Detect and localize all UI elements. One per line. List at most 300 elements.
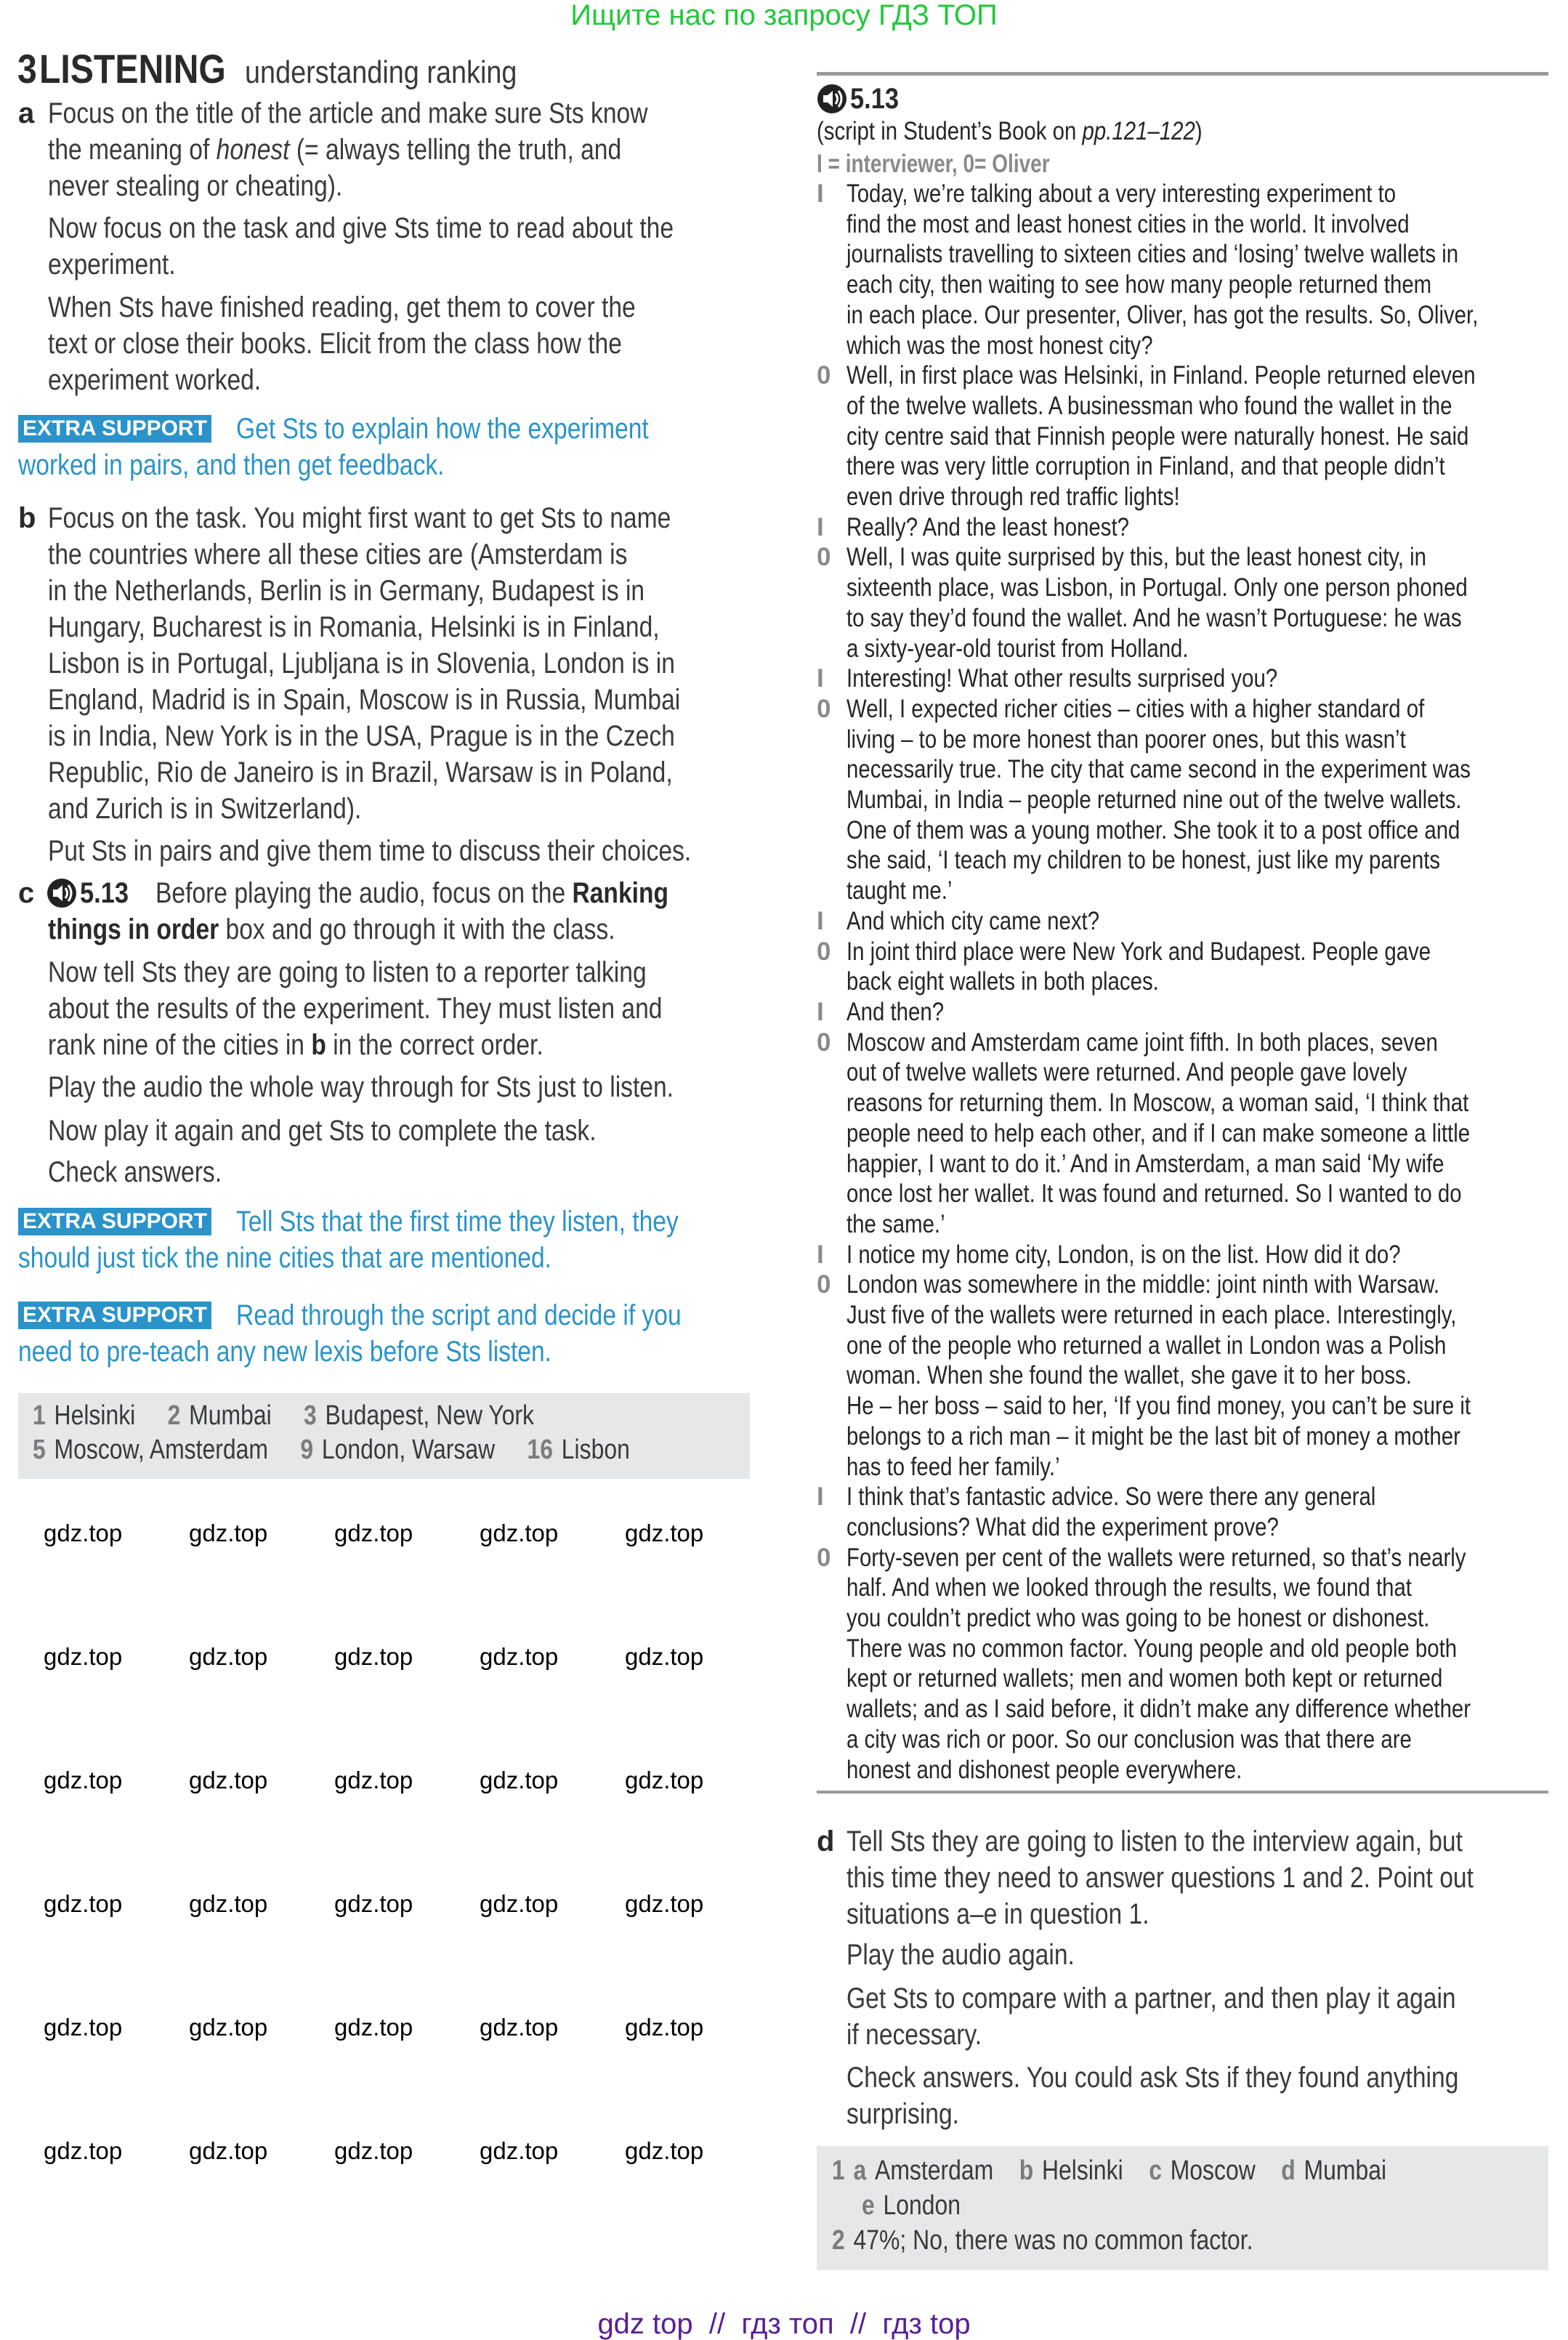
text-line-content: Lisbon is in Portugal, Ljubljana is in Slovenia, London is in [48, 647, 675, 679]
watermark: gdz.top [44, 1767, 123, 1794]
script-turn [817, 906, 1548, 937]
script-turn [817, 1028, 1548, 1240]
text-line-content: never stealing or cheating). [48, 170, 343, 202]
text-line [48, 1027, 750, 1063]
watermark: gdz.top [44, 1890, 123, 1917]
text-line-content: England, Madrid is in Spain, Moscow is in Russia, Mumbai [48, 684, 681, 716]
text-line-content: wallets; and as I said before, it didn’t make any difference whether [846, 1695, 1471, 1724]
watermark: gdz.top [480, 1890, 559, 1917]
text-segment: (script in Student’s Book on [817, 117, 1083, 145]
text-line-content: a city was rich or poor. So our conclusion was that there are [846, 1724, 1412, 1754]
text-line [846, 1179, 1548, 1209]
text-line-content: Hungary, Bucharest is in Romania, Helsinki is in Finland, [48, 611, 660, 643]
speaker-marker: I [817, 1482, 824, 1512]
text-line [846, 1057, 1548, 1088]
text-segment: (= always telling the truth, and [289, 134, 622, 166]
text-line [846, 2017, 1548, 2053]
text-line-content: One of them was a young mother. She took it to a post office and [846, 815, 1460, 844]
text-line [832, 2188, 1534, 2223]
text-line [48, 168, 750, 204]
text-line [846, 270, 1548, 300]
text-line [48, 1069, 750, 1105]
text-line [846, 331, 1548, 361]
text-line-content: woman. When she found the wallet, she gave it to her boss. [846, 1361, 1412, 1390]
watermark: gdz.top [334, 2137, 413, 2164]
text-line [33, 1433, 735, 1467]
text-line [846, 937, 1548, 967]
text-line [846, 1149, 1548, 1179]
text-line [846, 512, 1548, 543]
text-line-content: Forty-seven per cent of the wallets were returned, so that’s nearly [846, 1543, 1466, 1572]
text-line-content: worked in pairs, and then get feedback. [18, 449, 445, 481]
text-line [48, 682, 750, 718]
text-line [832, 2223, 1534, 2258]
text-line [48, 833, 750, 869]
text-segment: in the correct order. [326, 1029, 543, 1061]
item-marker: 2 [167, 1400, 181, 1431]
text-line-content: When Sts have finished reading, get them to cover the [48, 291, 636, 323]
text-segment: Budapest, New York [325, 1400, 535, 1431]
text-line [846, 239, 1548, 270]
text-line-content [33, 1399, 534, 1433]
text-line-content: which was the most honest city? [846, 331, 1153, 360]
text-segment: things in order [48, 913, 219, 945]
text-line [846, 1512, 1548, 1543]
text-line-content: Well, I was quite surprised by this, but the least honest city, in [846, 543, 1426, 572]
audio-script [817, 179, 1548, 1785]
text-line [846, 725, 1548, 755]
watermark: gdz.top [189, 1643, 268, 1670]
text-line [846, 1573, 1548, 1603]
text-line-content: Moscow and Amsterdam came joint fifth. In both places, seven [846, 1028, 1438, 1057]
text-line-content: even drive through red traffic lights! [846, 483, 1180, 512]
text-line [846, 1421, 1548, 1452]
step-d-paragraph-4 [846, 2059, 1548, 2132]
script-turn [817, 542, 1548, 663]
text-line [48, 289, 750, 326]
text-line [846, 421, 1548, 452]
step-b-label: b [18, 502, 36, 534]
text-line-content: Well, I expected richer cities – cities with a higher standard of [846, 694, 1425, 723]
text-line-content [48, 1027, 543, 1063]
item-marker: d [1281, 2155, 1296, 2186]
speaker-marker: I [817, 1240, 824, 1269]
speaker-marker: 0 [817, 1028, 831, 1057]
text-line-content: out of twelve wallets were returned. And people gave lovely [846, 1058, 1407, 1087]
text-line [48, 791, 750, 827]
text-line-content: experiment. [48, 249, 176, 281]
text-line-content: Read through the script and decide if you [236, 1299, 682, 1331]
text-line [846, 967, 1548, 997]
extra-support-1-text [18, 411, 750, 483]
text-line [846, 360, 1548, 391]
watermark: gdz.top [44, 1520, 123, 1546]
text-line [33, 1399, 735, 1433]
speaker-key-text: I = interviewer, 0= Oliver [817, 150, 1050, 178]
text-line [846, 906, 1548, 937]
text-line [846, 1663, 1548, 1694]
script-turn-lines [846, 1240, 1548, 1270]
step-b-paragraph-2 [48, 833, 750, 869]
script-reference [817, 116, 1548, 147]
text-line [48, 1113, 750, 1149]
script-turn-lines [846, 663, 1548, 694]
step-d-paragraph-1 [846, 1823, 1548, 1932]
step-c-paragraph-4 [48, 1113, 750, 1149]
text-line-content: has to feed her family.’ [846, 1452, 1060, 1481]
text-line-content: each city, then waiting to see how many people returned them [846, 270, 1432, 299]
text-line-content [48, 911, 615, 948]
script-turn-lines [846, 512, 1548, 543]
text-line-content: Now focus on the task and give Sts time to read about the [48, 212, 674, 244]
text-line [846, 1896, 1548, 1932]
script-turn [817, 1270, 1548, 1482]
speaker-marker: I [817, 664, 824, 693]
text-line-content: And then? [846, 997, 945, 1026]
text-line [18, 1297, 750, 1334]
speaker-marker: 0 [817, 543, 831, 572]
text-line [18, 1203, 750, 1240]
text-line [846, 1360, 1548, 1391]
text-line [48, 573, 750, 609]
text-line-content: the same.’ [846, 1209, 945, 1238]
text-line-content: belongs to a rich man – it might be the last bit of money a mother [846, 1421, 1460, 1451]
script-top-divider [817, 72, 1548, 76]
watermark: gdz.top [480, 1767, 559, 1794]
text-line [846, 1209, 1548, 1240]
text-line [48, 754, 750, 791]
text-line [846, 1482, 1548, 1512]
script-audio-header[interactable] [817, 84, 907, 114]
text-line-content: you couldn’t predict who was going to be honest or dishonest. [846, 1604, 1430, 1633]
text-line-content: I notice my home city, London, is on the list. How did it do? [846, 1240, 1401, 1269]
watermark: gdz.top [189, 1890, 268, 1917]
text-line-content: necessarily true. The city that came second in the experiment was [846, 755, 1471, 784]
step-c-paragraph-2 [48, 954, 750, 1063]
audio-speaker-icon[interactable] [817, 84, 847, 114]
item-marker: 5 [33, 1435, 46, 1465]
step-d-paragraph-2 [846, 1937, 1548, 1973]
text-line [846, 1980, 1548, 2017]
text-line [846, 1300, 1548, 1331]
text-line [846, 634, 1548, 664]
text-line-content: Just five of the wallets were returned in each place. Interestingly, [846, 1301, 1457, 1330]
text-line-content: this time they need to answer questions 1 and 2. Point out [846, 1862, 1474, 1894]
text-segment: ) [1195, 117, 1203, 145]
watermark: gdz.top [44, 2137, 123, 2164]
text-line [846, 482, 1548, 512]
text-line [48, 718, 750, 754]
text-line [846, 876, 1548, 906]
text-line [48, 609, 750, 645]
text-line [48, 132, 750, 168]
watermark: gdz.top [625, 1767, 704, 1794]
item-marker: c [1149, 2155, 1162, 2186]
text-line-content: Play the audio the whole way through for Sts just to listen. [48, 1071, 674, 1103]
watermark: gdz.top [625, 1643, 704, 1670]
text-segment: Helsinki [54, 1400, 168, 1431]
text-line-content: Check answers. You could ask Sts if they found anything [846, 2062, 1459, 2094]
watermark: gdz.top [189, 2014, 268, 2041]
text-line-content: Tell Sts they are going to listen to the interview again, but [846, 1825, 1463, 1857]
text-line-content: Republic, Rio de Janeiro is in Brazil, Warsaw is in Poland, [48, 757, 673, 788]
extra-support-badge: EXTRA SUPPORT [18, 415, 211, 443]
text-line-content: of the twelve wallets. A businessman who found the wallet in the [846, 391, 1452, 420]
section-number: 3 [17, 46, 37, 92]
text-line [18, 1240, 750, 1276]
script-turn [817, 997, 1548, 1028]
text-line [846, 694, 1548, 725]
script-turn [817, 694, 1548, 906]
watermark: gdz.top [625, 2137, 704, 2164]
text-segment: honest [216, 134, 290, 166]
text-segment: Moscow [1170, 2155, 1282, 2186]
text-line [846, 451, 1548, 482]
section-heading: LISTENING [39, 46, 226, 92]
audio-track-number: 5.13 [80, 877, 129, 909]
text-line-content: experiment worked. [48, 364, 262, 396]
text-line-content [832, 2223, 1253, 2258]
text-line [48, 645, 750, 682]
search-banner[interactable]: Ищите нас по запросу ГДЗ ТОП [570, 0, 998, 31]
text-line-content: Well, in first place was Helsinki, in Finland. People returned eleven [846, 361, 1476, 390]
text-line [48, 991, 750, 1027]
text-line-content: Mumbai, in India – people returned nine out of the twelve wallets. [846, 786, 1462, 815]
script-turn-lines [846, 1482, 1548, 1542]
section-title [17, 45, 561, 92]
text-segment: 47%; No, there was no common factor. [853, 2225, 1253, 2256]
text-line [846, 815, 1548, 846]
watermark: gdz.top [625, 2014, 704, 2041]
text-line-content [832, 2153, 1386, 2188]
text-line-content: Today, we’re talking about a very interesting experiment to [846, 179, 1397, 208]
text-line [846, 1118, 1548, 1149]
text-line [48, 954, 750, 991]
text-line-content: taught me.’ [846, 876, 953, 905]
watermark: gdz.top [334, 1520, 413, 1546]
speaker-marker: I [817, 179, 824, 208]
text-line-content: Now play it again and get Sts to complete the task. [48, 1115, 597, 1147]
speaker-marker: I [817, 906, 824, 935]
step-c-paragraph-1 [48, 875, 750, 948]
script-turn [817, 1240, 1548, 1270]
item-marker: e [862, 2190, 875, 2221]
script-turn-lines [846, 694, 1548, 906]
text-line [846, 2059, 1548, 2096]
text-line-content: in each place. Our presenter, Oliver, has got the results. So, Oliver, [846, 300, 1479, 329]
text-segment: the meaning of [48, 134, 217, 166]
watermark: gdz.top [44, 2014, 123, 2041]
text-line [846, 663, 1548, 694]
text-line [846, 1331, 1548, 1361]
text-line [48, 95, 750, 132]
text-segment: Lisbon [561, 1435, 630, 1465]
text-line-content: I think that’s fantastic advice. So were there any general [846, 1482, 1376, 1512]
text-segment: Helsinki [1041, 2155, 1149, 2186]
text-line-content: happier, I want to do it.’ And in Amsterdam, a man said ‘My wife [846, 1149, 1444, 1178]
extra-support-badge: EXTRA SUPPORT [18, 1208, 211, 1235]
text-line [846, 1937, 1548, 1973]
text-line [48, 210, 750, 246]
watermark: gdz.top [189, 1767, 268, 1794]
text-line [846, 997, 1548, 1028]
text-line [832, 2153, 1534, 2188]
speaker-marker: I [817, 997, 824, 1026]
text-line-content: one of the people who returned a wallet in London was a Polish [846, 1331, 1447, 1360]
text-line [846, 1724, 1548, 1755]
script-turn-lines [846, 1028, 1548, 1240]
watermark: gdz.top [44, 1643, 123, 1670]
text-line-content [862, 2188, 961, 2223]
text-line-content: Get Sts to explain how the experiment [236, 413, 649, 445]
speaker-marker: 0 [817, 361, 831, 390]
speaker-marker: I [817, 512, 824, 541]
extra-support-badge: EXTRA SUPPORT [18, 1302, 211, 1329]
watermark: gdz.top [480, 2014, 559, 2041]
text-line-content: about the results of the experiment. They must listen and [48, 993, 663, 1025]
text-line-content: In joint third place were New York and Budapest. People gave [846, 937, 1431, 966]
step-a-paragraph-2 [48, 210, 750, 283]
watermark: gdz.top [625, 1520, 704, 1546]
text-line-content: reasons for returning them. In Moscow, a woman said, ‘I think that [846, 1089, 1469, 1118]
text-line [846, 542, 1548, 573]
text-line [846, 1634, 1548, 1664]
item-marker: 16 [527, 1435, 554, 1465]
text-line-content: surprising. [846, 2098, 959, 2130]
text-line-content: in the Netherlands, Berlin is in Germany, Budapest is in [48, 575, 645, 607]
text-line-content: if necessary. [846, 2019, 982, 2051]
script-bottom-divider [817, 1791, 1548, 1794]
watermark: gdz.top [480, 1643, 559, 1670]
step-d-label: d [817, 1825, 835, 1857]
watermark: gdz.top [480, 1520, 559, 1546]
text-line [846, 1694, 1548, 1724]
text-line-content: living – to be more honest than poorer ones, but this wasn’t [846, 725, 1406, 754]
watermark: gdz.top [334, 1767, 413, 1794]
text-line-content [48, 132, 621, 168]
text-line [48, 911, 750, 948]
text-line [48, 246, 750, 283]
text-segment: Amsterdam [875, 2155, 1019, 2186]
step-a-label: a [18, 97, 35, 129]
step-c-paragraph-5 [48, 1154, 750, 1190]
text-line-content: London was somewhere in the middle: joint ninth with Warsaw. [846, 1270, 1439, 1299]
text-segment: Mumbai [189, 1400, 304, 1431]
speaker-marker: 0 [817, 1543, 831, 1572]
text-line-content: Play the audio again. [846, 1939, 1075, 1971]
answer-box-c-lines [33, 1399, 735, 1467]
text-line [846, 845, 1548, 876]
section-subtitle: understanding ranking [244, 55, 517, 90]
text-line-content: half. And when we looked through the results, we found that [846, 1573, 1412, 1602]
text-line-content: back eight wallets in both places. [846, 967, 1159, 996]
text-line [846, 1088, 1548, 1118]
text-line [846, 1860, 1548, 1896]
item-marker: 2 [832, 2225, 845, 2256]
text-line [18, 1334, 750, 1370]
extra-support-2-text [18, 1203, 750, 1276]
text-line-content: to say they’d found the wallet. And he wasn’t Portuguese: he was [846, 603, 1462, 632]
text-segment: Mumbai [1304, 2155, 1387, 2186]
text-segment: Before playing the audio, focus on the [155, 877, 573, 909]
script-turn [817, 360, 1548, 512]
text-line-content: text or close their books. Elicit from the class how the [48, 328, 622, 360]
text-line [48, 362, 750, 398]
text-line [846, 1603, 1548, 1634]
speaker-key [817, 149, 1108, 179]
speaker-marker: 0 [817, 1270, 831, 1299]
item-marker: b [1019, 2155, 1034, 2186]
step-a-paragraph-3 [48, 289, 750, 398]
text-line [846, 391, 1548, 421]
extra-support-3-text [18, 1297, 750, 1370]
text-line [846, 603, 1548, 634]
item-marker: a [853, 2155, 867, 2186]
step-d-paragraph-3 [846, 1980, 1548, 2053]
step-a-paragraph-1 [48, 95, 750, 204]
script-turn [817, 1482, 1548, 1542]
text-line [48, 875, 750, 911]
text-segment: Moscow, Amsterdam [54, 1435, 301, 1465]
watermark: gdz.top [625, 1890, 704, 1917]
footer-links[interactable]: gdz top // гдз топ // гдз top [597, 2308, 971, 2340]
script-turn-lines [846, 1270, 1548, 1482]
text-line-content: Get Sts to compare with a partner, and then play it again [846, 1982, 1456, 2014]
text-line-content: Now tell Sts they are going to listen to a reporter talking [48, 956, 647, 988]
text-line-content: Focus on the task. You might first want to get Sts to name [48, 502, 671, 534]
script-turn-lines [846, 1543, 1548, 1786]
script-turn [817, 663, 1548, 694]
script-track-number: 5.13 [850, 83, 900, 115]
text-line [846, 209, 1548, 240]
text-line-content: a sixty-year-old tourist from Holland. [846, 634, 1189, 663]
text-segment: pp.121–122 [1082, 117, 1195, 145]
step-c-paragraph-3 [48, 1069, 750, 1105]
text-line [846, 1543, 1548, 1573]
step-c-label: c [18, 877, 35, 909]
script-turn [817, 1543, 1548, 1786]
text-line [846, 1270, 1548, 1300]
text-line [846, 785, 1548, 815]
script-turn-lines [846, 937, 1548, 997]
answer-box-d-lines [832, 2153, 1534, 2258]
script-turn [817, 937, 1548, 997]
text-line-content: kept or returned wallets; men and women both kept or returned [846, 1664, 1443, 1693]
text-segment: b [311, 1029, 326, 1061]
text-line [846, 1755, 1548, 1786]
text-line [846, 1028, 1548, 1058]
script-turn-lines [846, 179, 1548, 360]
text-line-content: situations a–e in question 1. [846, 1898, 1149, 1930]
text-line-content: journalists travelling to sixteen cities and ‘losing’ twelve wallets in [846, 240, 1459, 269]
text-line-content: Interesting! What other results surprised you? [846, 664, 1278, 693]
text-line-content [155, 875, 668, 911]
script-turn-lines [846, 542, 1548, 663]
text-line [846, 754, 1548, 785]
speaker-marker: 0 [817, 694, 831, 723]
text-line-content: there was very little corruption in Finland, and that people didn’t [846, 452, 1445, 481]
text-line [48, 500, 750, 536]
step-b-paragraph-1 [48, 500, 750, 827]
text-line [48, 1154, 750, 1190]
watermark: gdz.top [189, 1520, 268, 1546]
text-segment: London, Warsaw [321, 1435, 528, 1465]
text-line-content: conclusions? What did the experiment prove? [846, 1512, 1279, 1541]
text-segment: rank nine of the cities in [48, 1029, 312, 1061]
text-line-content: Focus on the title of the article and make sure Sts know [48, 97, 648, 129]
text-segment: London [883, 2190, 961, 2221]
text-line [846, 2096, 1548, 2132]
